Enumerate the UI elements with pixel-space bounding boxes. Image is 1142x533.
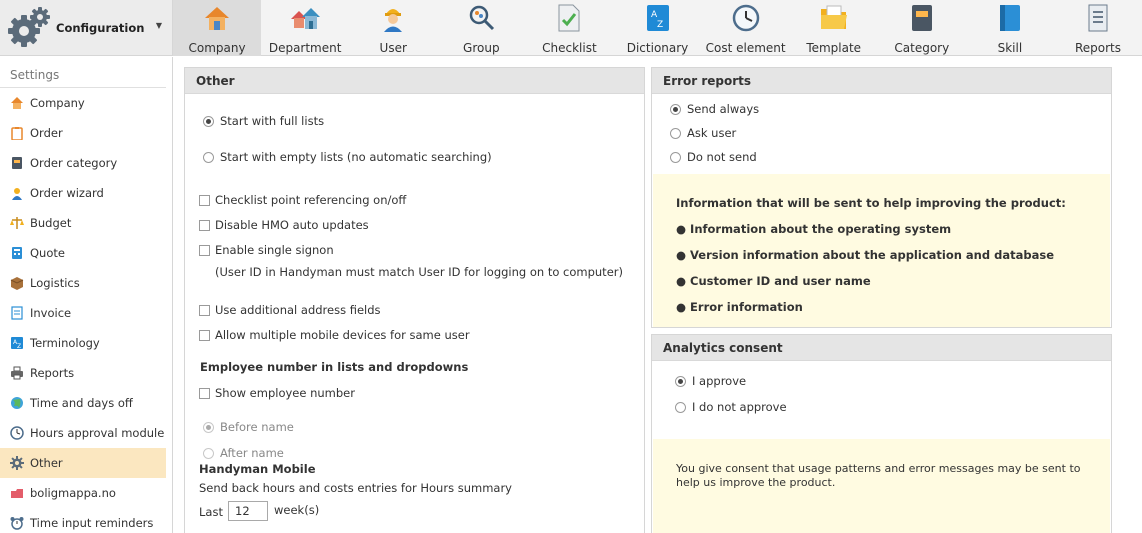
globe-icon <box>10 396 24 410</box>
tab-reports[interactable]: Reports <box>1054 0 1142 56</box>
reports-icon <box>1083 3 1113 33</box>
skill-book-icon <box>995 3 1025 33</box>
wizard-icon <box>10 186 24 200</box>
sidebar-item-other[interactable]: Other <box>0 448 166 478</box>
send-always-radio[interactable]: Send always <box>670 102 759 116</box>
disable-hmo-checkbox[interactable]: Disable HMO auto updates <box>199 218 369 232</box>
invoice-icon <box>10 306 24 320</box>
i-do-not-approve-radio[interactable]: I do not approve <box>675 400 787 414</box>
do-not-send-radio[interactable]: Do not send <box>670 150 757 164</box>
signon-note: (User ID in Handyman must match User ID for logging on to computer) <box>215 265 623 279</box>
tab-checklist[interactable]: Checklist <box>525 0 613 56</box>
alarm-icon <box>10 516 24 530</box>
folder-icon <box>819 3 849 33</box>
printer-icon <box>10 366 24 380</box>
tab-company[interactable]: Company <box>173 0 261 56</box>
app-switcher[interactable] <box>0 0 173 56</box>
i-approve-radio[interactable]: I approve <box>675 374 746 388</box>
start-full-lists-radio[interactable]: Start with full lists <box>203 114 324 128</box>
boligmappa-icon <box>10 486 24 500</box>
error-info-box <box>653 174 1110 327</box>
clipboard-icon <box>10 126 24 140</box>
employee-number-heading: Employee number in lists and dropdowns <box>200 360 469 374</box>
svg-text:A: A <box>13 339 18 346</box>
info-title: Information that will be sent to help improving the product: <box>676 196 1066 210</box>
show-employee-number-checkbox[interactable]: Show employee number <box>199 386 355 400</box>
consent-text: You give consent that usage patterns and error messages may be sent to help us improve the product. <box>676 462 1081 489</box>
consent-info-box <box>653 439 1110 533</box>
after-name-radio[interactable]: After name <box>203 446 284 460</box>
tab-cost-element[interactable]: Cost element <box>702 0 790 56</box>
sidebar-item-order-wizard[interactable]: Order wizard <box>0 178 166 208</box>
ask-user-radio[interactable]: Ask user <box>670 126 736 140</box>
tab-category[interactable]: Category <box>878 0 966 56</box>
sidebar-item-order-category[interactable]: Order category <box>0 148 166 178</box>
tab-skill[interactable]: Skill <box>966 0 1054 56</box>
calculator-icon <box>10 246 24 260</box>
sidebar-heading: Settings <box>0 57 166 88</box>
svg-text:A: A <box>650 10 657 20</box>
sidebar-item-time-input-reminders[interactable]: Time input reminders <box>0 508 166 533</box>
sidebar-item-invoice[interactable]: Invoice <box>0 298 166 328</box>
sidebar-item-reports[interactable]: Reports <box>0 358 166 388</box>
info-item: ● Error information <box>676 300 803 314</box>
svg-text:Z: Z <box>656 20 663 30</box>
checklist-icon <box>554 3 584 33</box>
chevron-down-icon[interactable]: ▼ <box>155 21 162 30</box>
sidebar-item-time-and-days-off[interactable]: Time and days off <box>0 388 166 418</box>
send-back-label: Send back hours and costs entries for Hours summary <box>199 481 512 495</box>
clock-icon <box>731 3 761 33</box>
sidebar-item-logistics[interactable]: Logistics <box>0 268 166 298</box>
multiple-mobile-checkbox[interactable]: Allow multiple mobile devices for same user <box>199 328 470 342</box>
tab-user[interactable]: User <box>349 0 437 56</box>
search-group-icon <box>466 3 496 33</box>
tab-department[interactable]: Department <box>261 0 349 56</box>
sidebar-item-quote[interactable]: Quote <box>0 238 166 268</box>
scales-icon <box>10 216 24 230</box>
weeks-input[interactable]: 12 <box>228 501 268 521</box>
sidebar-item-boligmappa[interactable]: boligmappa.no <box>0 478 166 508</box>
box-icon <box>10 276 24 290</box>
other-panel <box>184 67 645 533</box>
weeks-label: week(s) <box>274 503 320 517</box>
info-item: ● Customer ID and user name <box>676 274 871 288</box>
house-icon <box>202 3 232 33</box>
dictionary-icon <box>10 336 24 350</box>
error-reports-header: Error reports <box>652 68 1111 94</box>
info-item: ● Version information about the application and database <box>676 248 1054 262</box>
tab-template[interactable]: Template <box>790 0 878 56</box>
gears-icon <box>4 3 54 53</box>
clock-icon <box>10 426 24 440</box>
category-book-icon <box>907 3 937 33</box>
additional-address-checkbox[interactable]: Use additional address fields <box>199 303 381 317</box>
sidebar-item-terminology[interactable]: A Z Terminology <box>0 328 166 358</box>
book-icon <box>10 156 24 170</box>
analytics-consent-header: Analytics consent <box>652 335 1111 361</box>
settings-sidebar <box>0 57 173 533</box>
tab-group[interactable]: Group <box>437 0 525 56</box>
sidebar-item-order[interactable]: Order <box>0 118 166 148</box>
toolbar <box>173 0 1142 56</box>
tab-dictionary[interactable]: A Z Dictionary <box>613 0 701 56</box>
house-icon <box>10 96 24 110</box>
handyman-mobile-heading: Handyman Mobile <box>199 462 316 476</box>
worker-icon <box>378 3 408 33</box>
info-item: ● Information about the operating system <box>676 222 952 236</box>
checklist-referencing-checkbox[interactable]: Checklist point referencing on/off <box>199 193 406 207</box>
analytics-consent-panel <box>651 334 1112 533</box>
app-title: Configuration <box>56 20 145 35</box>
sidebar-item-hours-approval-module[interactable]: Hours approval module <box>0 418 166 448</box>
error-reports-panel <box>651 67 1112 328</box>
gear-icon <box>10 456 24 470</box>
single-signon-checkbox[interactable]: Enable single signon <box>199 243 334 257</box>
svg-text:Z: Z <box>17 343 22 350</box>
sidebar-item-company[interactable]: Company <box>0 88 166 118</box>
last-label: Last <box>199 505 223 519</box>
other-panel-header: Other <box>185 68 644 94</box>
houses-icon <box>290 3 320 33</box>
before-name-radio[interactable]: Before name <box>203 420 294 434</box>
dictionary-icon <box>643 3 673 33</box>
sidebar-item-budget[interactable]: Budget <box>0 208 166 238</box>
start-empty-lists-radio[interactable]: Start with empty lists (no automatic searching) <box>203 150 492 164</box>
